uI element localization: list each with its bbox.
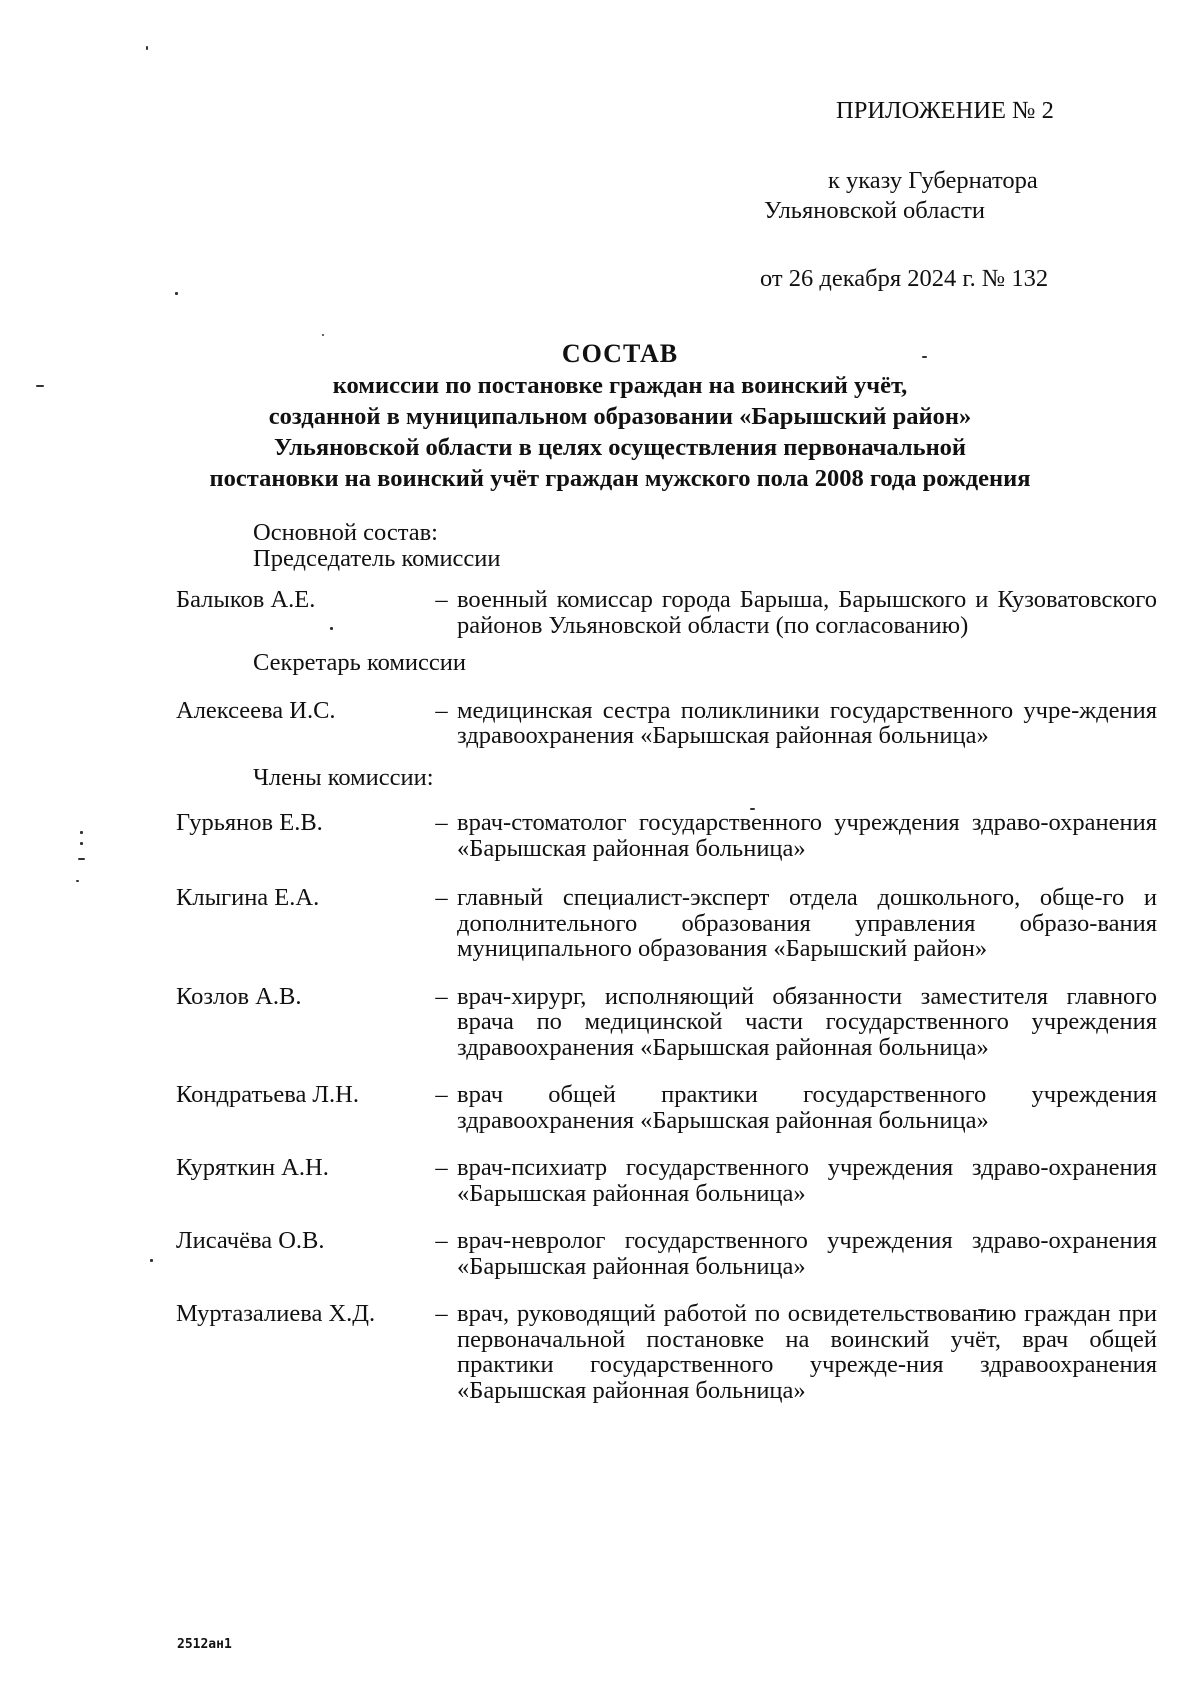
member-entry	[0, 810, 1200, 861]
title-line: постановки на воинский учёт граждан мужского пола 2008 года рождения	[209, 465, 1031, 492]
scan-speck	[322, 334, 324, 336]
member-name: Гурьянов Е.В.	[176, 809, 323, 836]
member-role: врач-невролог государственного учреждения здраво-охранения «Барышская районная больница»	[457, 1227, 1157, 1280]
member-dash: –	[435, 586, 448, 613]
title-line: комиссии по постановке граждан на воинский учёт,	[332, 372, 908, 399]
chairman-heading: Председатель комиссии	[253, 544, 501, 572]
secretary-heading: Секретарь комиссии	[253, 649, 466, 676]
commission-roster	[0, 520, 1200, 1403]
members-heading: Члены комиссии:	[253, 763, 434, 791]
member-entry	[0, 1301, 1200, 1403]
scan-speck	[146, 46, 148, 50]
scan-speck	[175, 292, 178, 295]
appendix-region: Ульяновской области	[764, 197, 985, 224]
member-role: главный специалист-эксперт отдела дошкольного, обще-го и дополнительного образования управления образо-вания муниципального образования «Барышский район»	[457, 884, 1157, 962]
member-role: врач общей практики государственного учреждения здравоохранения «Барышская районная больница»	[457, 1081, 1157, 1134]
member-name: Муртазалиева Х.Д.	[176, 1300, 376, 1327]
member-role: врач-психиатр государственного учреждения здраво-охранения «Барышская районная больница»	[457, 1154, 1157, 1207]
scan-speck	[36, 385, 44, 387]
secretary-entry	[0, 698, 1200, 749]
chairman-entry	[0, 587, 1200, 638]
member-name: Козлов А.В.	[176, 982, 302, 1010]
member-dash: –	[435, 1300, 448, 1327]
document-code: 2512ан1	[177, 1637, 232, 1652]
title-line: Ульяновской области в целях осуществления первоначальной	[273, 434, 967, 461]
member-role: врач-стоматолог государственного учреждения здраво-охранения «Барышская районная больница»	[457, 809, 1157, 862]
member-role: врач, руководящий работой по освидетельствованию граждан при первоначальной постановке на воинский учёт, врач общей практики государственного учрежде-ния здравоохранения «Барышская районная больница»	[457, 1300, 1157, 1404]
member-dash: –	[435, 884, 448, 911]
title-line: созданной в муниципальном образовании «Барышский район»	[268, 403, 972, 430]
member-dash: –	[435, 696, 448, 724]
member-dash: –	[435, 1081, 448, 1108]
member-name: Клыгина Е.А.	[176, 884, 320, 911]
member-name: Кондратьева Л.Н.	[176, 1081, 359, 1108]
member-role: медицинская сестра поликлиники государственного учре-ждения здравоохранения «Барышская районная больница»	[457, 696, 1157, 749]
appendix-header	[760, 96, 1060, 294]
member-entry	[0, 1228, 1200, 1279]
member-entry	[0, 1155, 1200, 1206]
member-role: военный комиссар города Барыша, Барышского и Кузоватовского районов Ульяновской области (по согласованию)	[457, 586, 1157, 639]
member-name: Алексеева И.С.	[176, 696, 336, 724]
member-name: Лисачёва О.В.	[176, 1227, 325, 1254]
member-dash: –	[435, 809, 448, 836]
main-composition-heading: Основной состав:	[253, 519, 438, 546]
member-dash: –	[435, 1227, 448, 1254]
document-title	[160, 338, 1080, 494]
appendix-heading: ПРИЛОЖЕНИЕ № 2	[836, 97, 1054, 124]
appendix-to-decree: к указу Губернатора	[828, 167, 1038, 194]
title-main: СОСТАВ	[561, 339, 679, 368]
member-name: Куряткин А.Н.	[176, 1154, 329, 1181]
member-entry	[0, 1082, 1200, 1133]
member-dash: –	[435, 982, 448, 1010]
member-entry	[0, 885, 1200, 962]
appendix-date-line: от 26 декабря 2024 г. № 132	[760, 265, 1049, 292]
member-dash: –	[435, 1154, 448, 1181]
member-name: Балыков А.Е.	[176, 586, 316, 613]
member-entry	[0, 984, 1200, 1061]
member-role: врач-хирург, исполняющий обязанности заместителя главного врача по медицинской части государственного учреждения здравоохранения «Барышская районная больница»	[457, 982, 1157, 1061]
